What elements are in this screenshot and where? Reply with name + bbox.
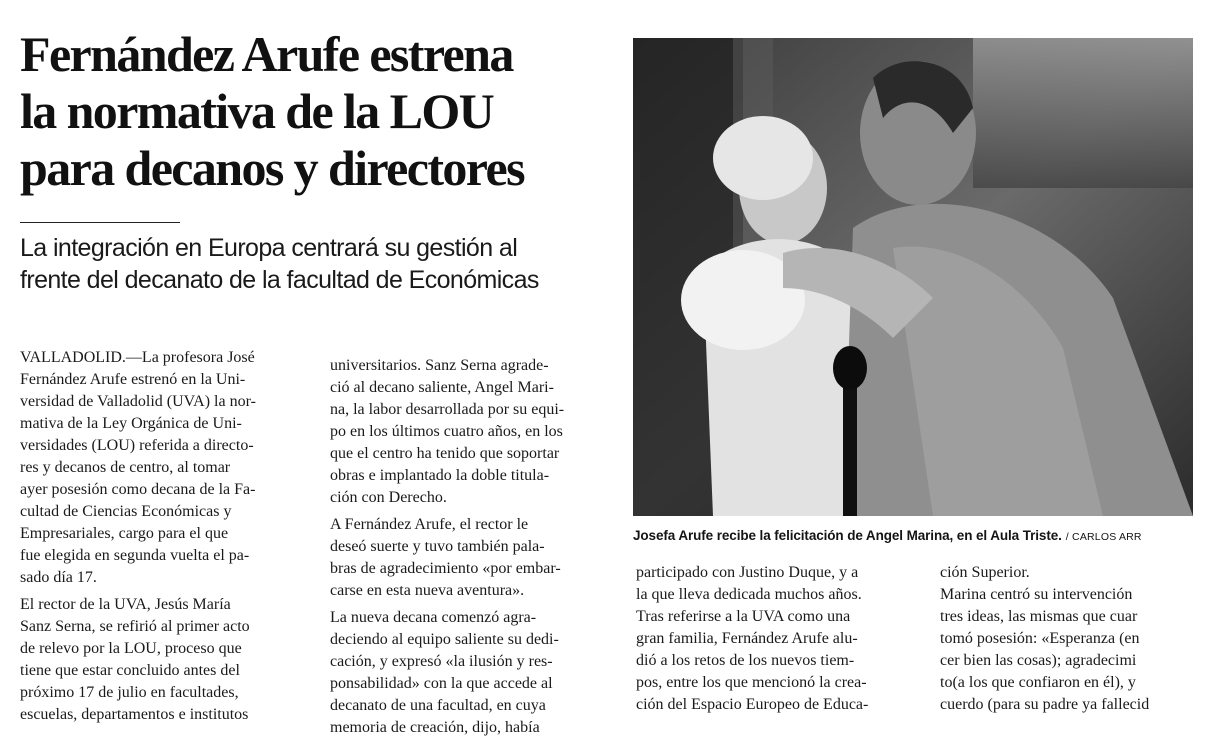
article-column-2 — [330, 355, 613, 739]
headline-line: la normativa de la LOU — [20, 83, 494, 139]
body-text-line: de relevo por la LOU, proceso que — [20, 640, 242, 657]
body-text-line: memoria de creación, dijo, había — [330, 719, 540, 736]
body-text-line: El rector de la UVA, Jesús María — [20, 596, 231, 613]
body-text-line: pos, entre los que mencionó la crea- — [636, 674, 867, 691]
body-text-line: deciendo al equipo saliente su dedi- — [330, 631, 559, 648]
body-text-line: universitarios. Sanz Serna agrade- — [330, 357, 549, 374]
body-text-line: ponsabilidad» con la que accede al — [330, 675, 553, 692]
body-text-line: mativa de la Ley Orgánica de Uni- — [20, 415, 242, 432]
body-text-line: sado día 17. — [20, 569, 97, 586]
body-text-line: cuerdo (para su padre ya fallecid — [940, 696, 1150, 713]
body-text-line: Fernández Arufe estrenó en la Uni- — [20, 371, 246, 388]
body-text-line: Sanz Serna, se refirió al primer acto — [20, 618, 250, 635]
subheadline-line: La integración en Europa centrará su gestión al — [20, 234, 518, 262]
article-column-1 — [20, 347, 303, 726]
body-text-line: versidad de Valladolid (UVA) la nor- — [20, 393, 256, 410]
body-text-line: deseó suerte y tuvo también pala- — [330, 538, 545, 555]
body-text-line: la que lleva dedicada muchos años. — [636, 586, 862, 603]
body-text-line: A Fernández Arufe, el rector le — [330, 516, 529, 533]
body-text-line: po en los últimos cuatro años, en los — [330, 423, 563, 440]
subheadline-line: frente del decanato de la facultad de Económicas — [20, 266, 539, 294]
body-text-line: VALLADOLID.—La profesora José — [20, 349, 255, 366]
body-text-line: tres ideas, las mismas que cuar — [940, 608, 1138, 625]
headline — [20, 26, 620, 197]
body-text-line: escuelas, departamentos e institutos — [20, 706, 249, 723]
body-text-line: cultad de Ciencias Económicas y — [20, 503, 232, 520]
body-text-line: próximo 17 de julio en facultades, — [20, 684, 239, 701]
body-text-line: cación, y expresó «la ilusión y res- — [330, 653, 553, 670]
news-photo — [633, 38, 1193, 516]
headline-line: Fernández Arufe estrena — [20, 26, 513, 82]
body-text-line: res y decanos de centro, al tomar — [20, 459, 231, 476]
article-column-3 — [636, 562, 919, 716]
body-text-line: cer bien las cosas); agradecimi — [940, 652, 1137, 669]
body-text-line: decanato de una facultad, en cuya — [330, 697, 546, 714]
body-text-line: participado con Justino Duque, y a — [636, 564, 859, 581]
body-text-line: ción con Derecho. — [330, 489, 447, 506]
headline-line: para decanos y directores — [20, 140, 524, 196]
body-text-line: ayer posesión como decana de la Fa- — [20, 481, 256, 498]
body-text-line: ció al decano saliente, Angel Mari- — [330, 379, 554, 396]
body-text-line: fue elegida en segunda vuelta el pa- — [20, 547, 250, 564]
body-text-line: Empresariales, cargo para el que — [20, 525, 229, 542]
body-text-line: ción del Espacio Europeo de Educa- — [636, 696, 869, 713]
body-text-line: que el centro ha tenido que soportar — [330, 445, 560, 462]
headline-divider — [20, 222, 180, 223]
body-text-line: versidades (LOU) referida a directo- — [20, 437, 254, 454]
body-text-line: na, la labor desarrollada por su equi- — [330, 401, 565, 418]
body-text-line: Tras referirse a la UVA como una — [636, 608, 851, 625]
body-text-line: carse en esta nueva aventura». — [330, 582, 525, 599]
body-text-line: ción Superior. — [940, 564, 1030, 581]
photo-caption — [633, 525, 1193, 547]
photo-illustration — [633, 38, 1193, 516]
body-text-line: tiene que estar concluido antes del — [20, 662, 240, 679]
caption-text: Josefa Arufe recibe la felicitación de Angel Marina, en el Aula Triste. — [633, 528, 1062, 543]
body-text-line: gran familia, Fernández Arufe alu- — [636, 630, 858, 647]
subheadline — [20, 232, 620, 296]
body-text-line: to(a los que confiaron en él), y — [940, 674, 1136, 691]
article-column-4 — [940, 562, 1192, 716]
body-text-line: bras de agradecimiento «por embar- — [330, 560, 561, 577]
body-text-line: Marina centró su intervención — [940, 586, 1133, 603]
body-text-line: tomó posesión: «Esperanza (en — [940, 630, 1140, 647]
photo-credit: / CARLOS ARR — [1065, 531, 1142, 543]
body-text-line: La nueva decana comenzó agra- — [330, 609, 537, 626]
body-text-line: obras e implantado la doble titula- — [330, 467, 550, 484]
body-text-line: dió a los retos de los nuevos tiem- — [636, 652, 855, 669]
